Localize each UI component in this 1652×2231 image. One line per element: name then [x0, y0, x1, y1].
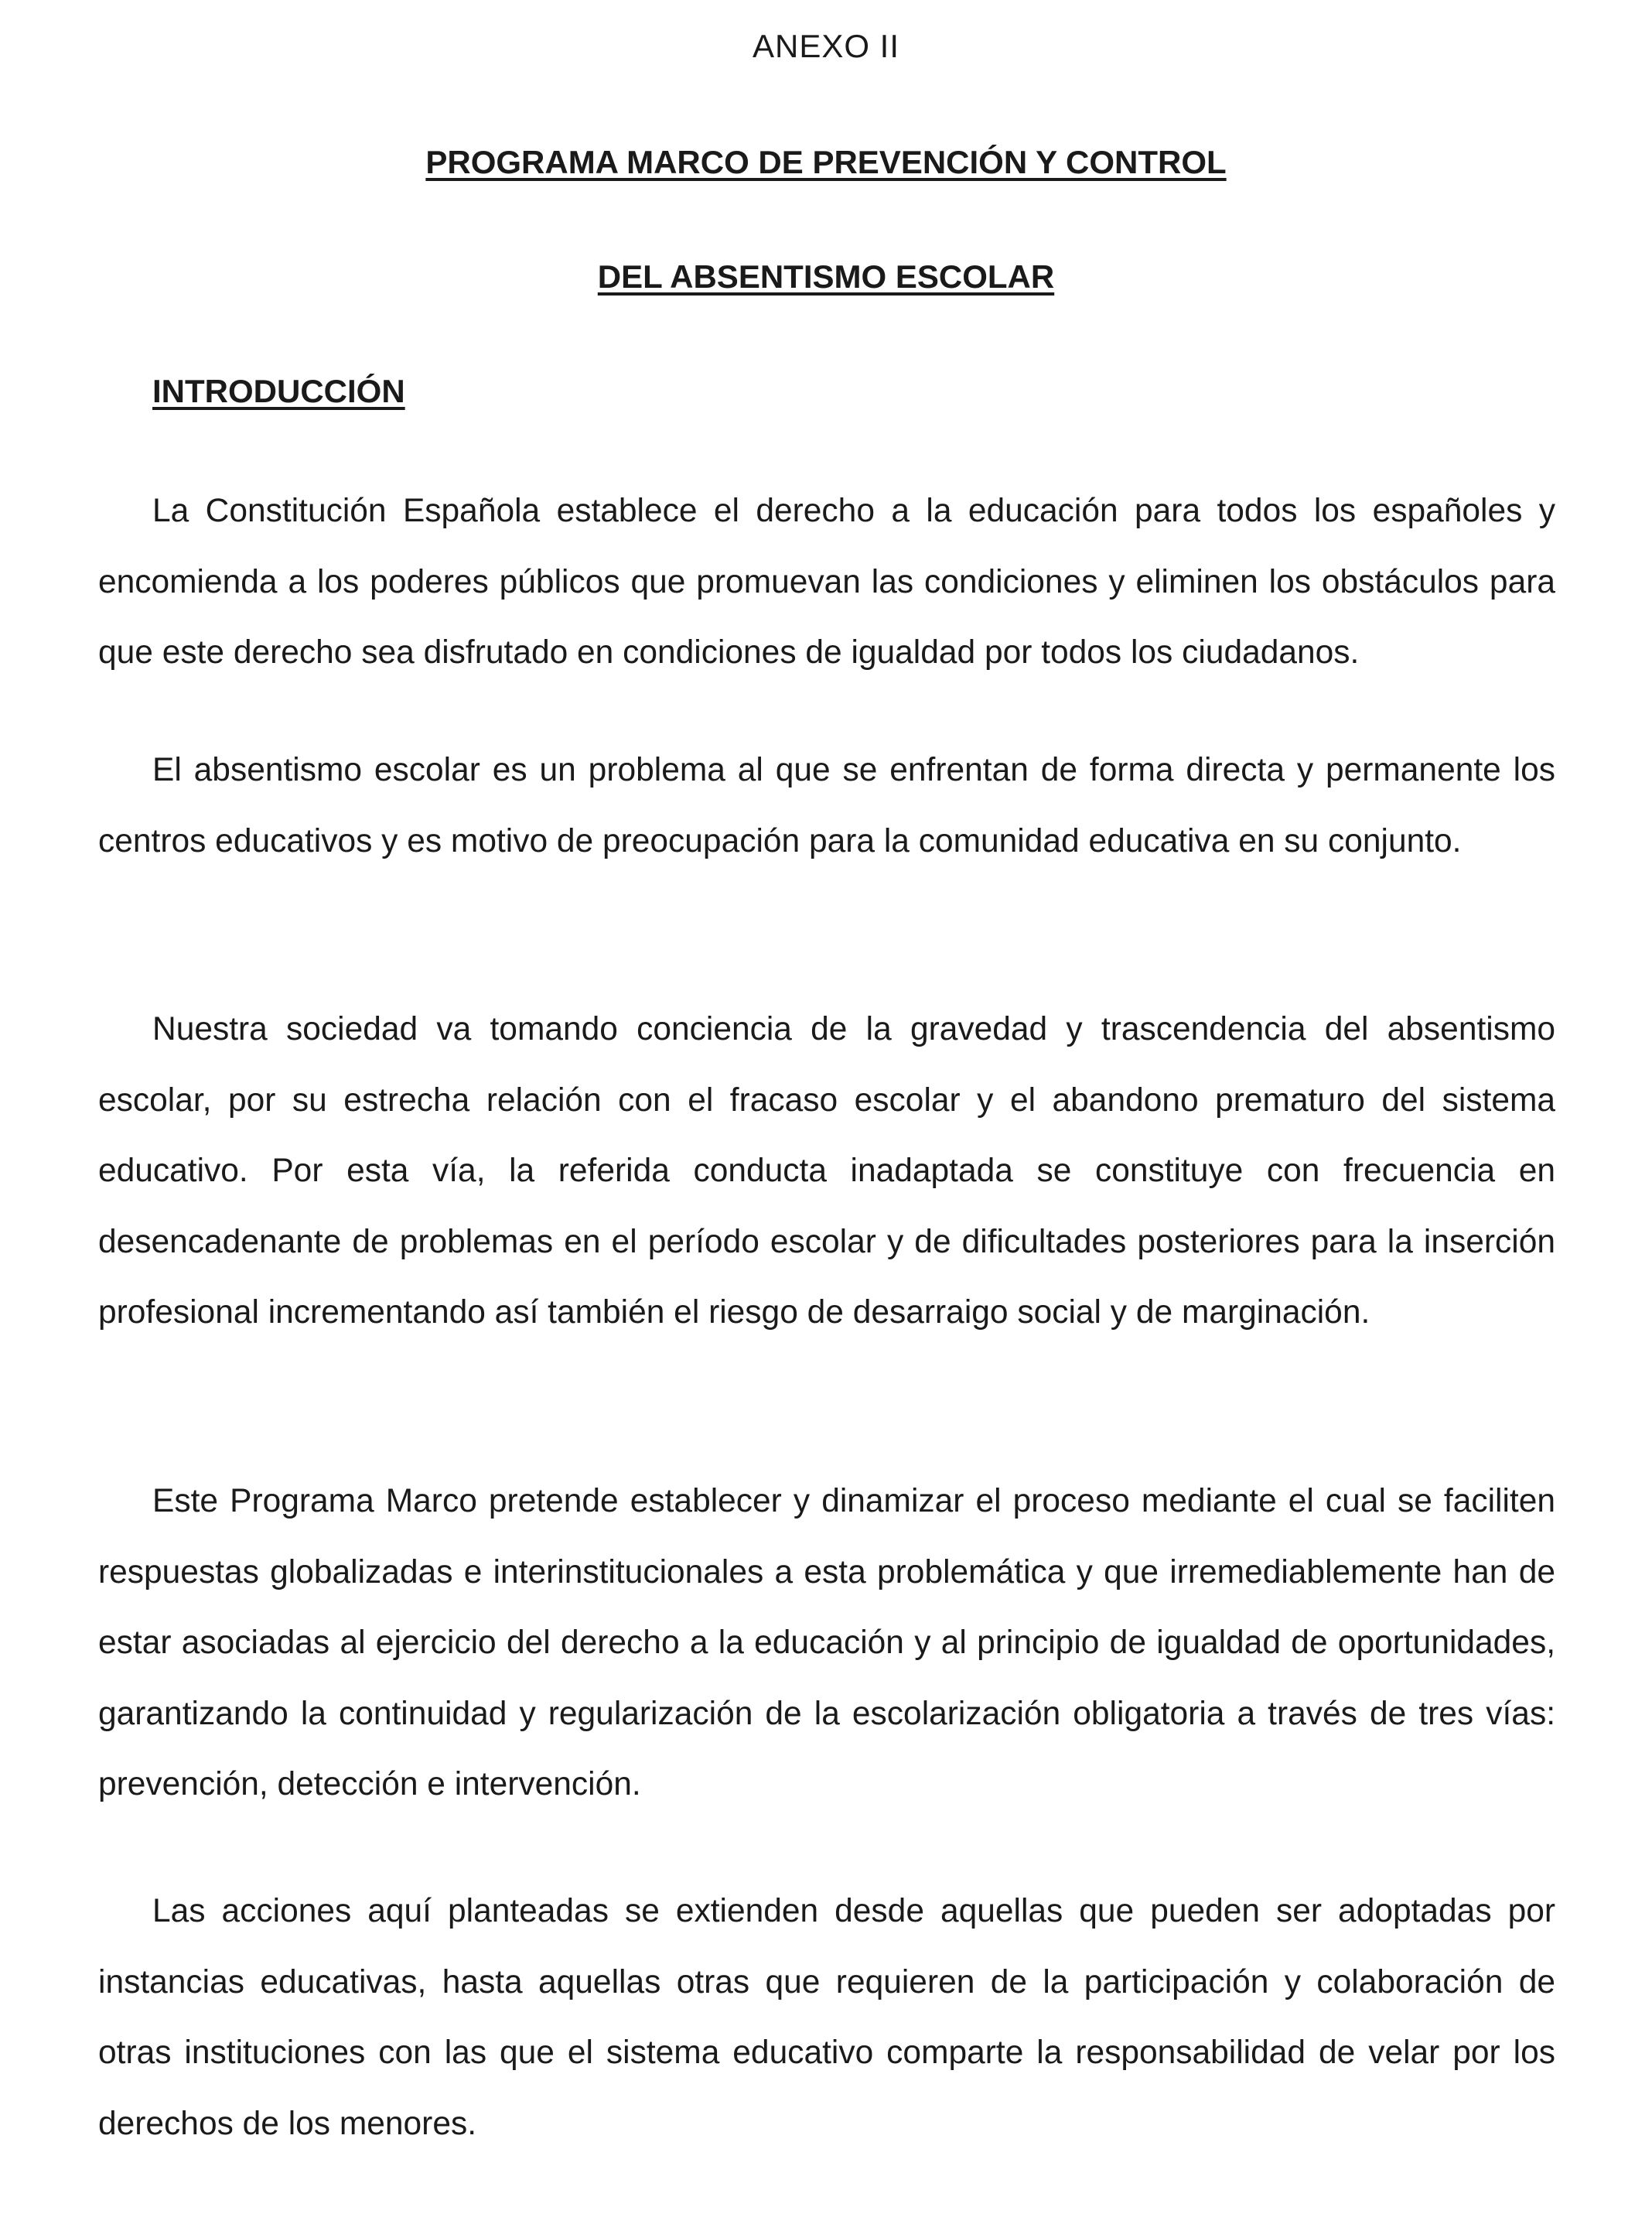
section-heading-introduccion: INTRODUCCIÓN — [152, 373, 405, 409]
paragraph-2: El absentismo escolar es un problema al que se enfrentan de forma directa y permanente los centros educativos y es motivo de preocupación para la comunidad educativa en su conjunto. — [98, 752, 1555, 859]
paragraph-1: La Constitución Española establece el derecho a la educación para todos los españoles y encomienda a los poderes públicos que promuevan las condiciones y eliminen los obstáculos para que este derecho sea disfrutado en condiciones de igualdad por todos los ciudadanos. — [98, 493, 1555, 671]
paragraph-5: Las acciones aquí planteadas se extienden desde aquellas que pueden ser adoptadas por instancias educativas, hasta aquellas otras que requieren de la participación y colaboración de otras instituciones con las que el sistema educativo comparte la responsabilidad de velar por los derechos de los menores. — [98, 1893, 1555, 2142]
annex-label: ANEXO II — [752, 28, 900, 64]
paragraph-3: Nuestra sociedad va tomando conciencia de la gravedad y trascendencia del absentismo escolar, por su estrecha relación con el fracaso escolar y el abandono prematuro del sistema educativo. Por esta vía, la referida conducta inadaptada se constituye con frecuencia en desencadenante de problemas en el período escolar y de dificultades posteriores para la inserción profesional incrementando así también el riesgo de desarraigo social y de marginación. — [98, 1011, 1555, 1331]
document-title-line-1: PROGRAMA MARCO DE PREVENCIÓN Y CONTROL — [425, 144, 1227, 180]
document-title-line-2: DEL ABSENTISMO ESCOLAR — [597, 258, 1055, 295]
paragraph-4: Este Programa Marco pretende establecer y dinamizar el proceso mediante el cual se faciliten respuestas globalizadas e interinstitucionales a esta problemática y que irremediablemente han de estar asociadas al ejercicio del derecho a la educación y al principio de igualdad de oportunidades, garantizando la continuidad y regularización de la escolarización obligatoria a través de tres vías: prevención, detección e intervención. — [98, 1483, 1555, 1803]
